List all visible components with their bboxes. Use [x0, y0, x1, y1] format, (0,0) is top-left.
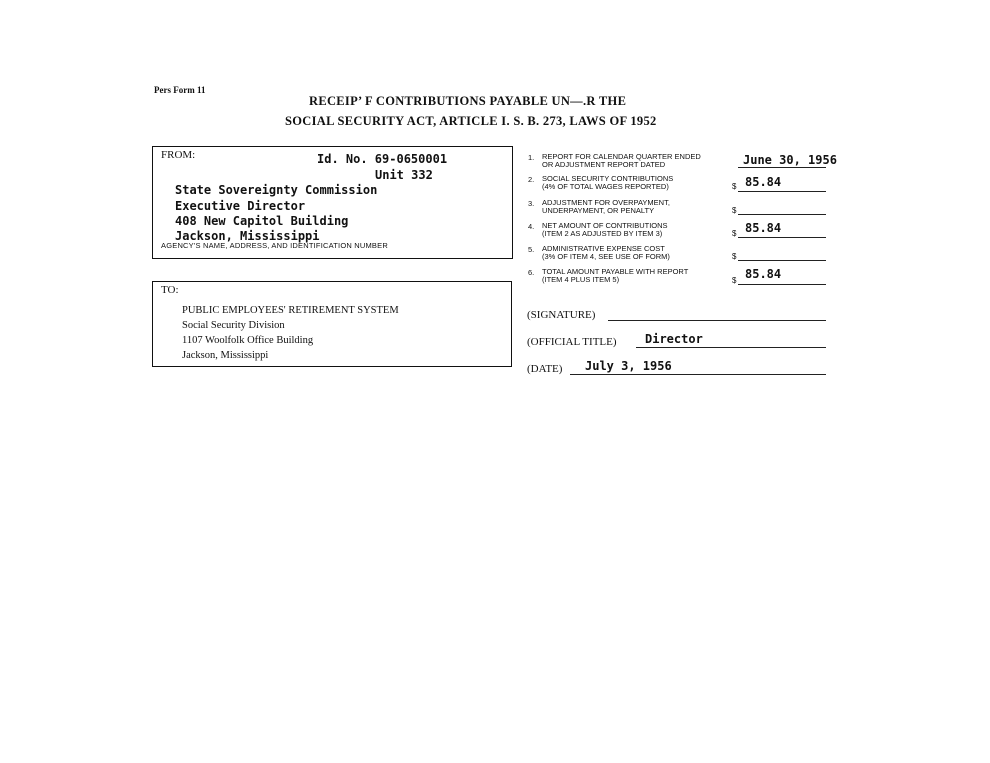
to-label: TO:	[161, 284, 179, 296]
item-number: 2.	[528, 175, 535, 184]
to-line-1: PUBLIC EMPLOYEES' RETIREMENT SYSTEM	[182, 305, 399, 316]
item-label-line-2: UNDERPAYMENT, OR PENALTY	[542, 206, 655, 215]
item-number: 3.	[528, 199, 535, 208]
from-box	[152, 146, 513, 259]
item-label-line-2: OR ADJUSTMENT REPORT DATED	[542, 160, 666, 169]
form-title-line-2: SOCIAL SECURITY ACT, ARTICLE I. S. B. 273, LAWS OF 1952	[285, 114, 657, 128]
to-line-3: 1107 Woolfolk Office Building	[182, 335, 314, 346]
item-label-line-1: NET AMOUNT OF CONTRIBUTIONS	[542, 221, 668, 230]
date-line	[570, 374, 826, 375]
from-label: FROM:	[161, 149, 196, 161]
dollar-sign: $	[732, 229, 737, 238]
item-label-line-2: (ITEM 4 PLUS ITEM 5)	[542, 275, 620, 284]
date-value: July 3, 1956	[585, 359, 672, 373]
item-2-value: 85.84	[745, 175, 782, 189]
form-number: Pers Form 11	[154, 85, 206, 95]
item-2-line	[738, 191, 826, 192]
item-number: 6.	[528, 268, 535, 277]
agency-officer: Executive Director	[175, 199, 306, 213]
item-6-line	[738, 284, 826, 285]
item-3-line	[738, 214, 826, 215]
to-line-2: Social Security Division	[182, 320, 285, 331]
signature-line	[608, 320, 826, 321]
agency-street: 408 New Capitol Building	[175, 214, 349, 228]
official-title-label: (OFFICIAL TITLE)	[527, 336, 617, 348]
item-label-line-1: TOTAL AMOUNT PAYABLE WITH REPORT	[542, 267, 689, 276]
item-label-line-2: (4% OF TOTAL WAGES REPORTED)	[542, 182, 669, 191]
date-label: (DATE)	[527, 363, 563, 375]
to-box	[152, 281, 512, 367]
to-line-4: Jackson, Mississippi	[182, 350, 269, 361]
item-number: 1.	[528, 153, 535, 162]
dollar-sign: $	[732, 276, 737, 285]
item-label-line-1: SOCIAL SECURITY CONTRIBUTIONS	[542, 174, 674, 183]
item-label-line-2: (3% OF ITEM 4, SEE USE OF FORM)	[542, 252, 670, 261]
unit-number: Unit 332	[375, 168, 433, 182]
dollar-sign: $	[732, 206, 737, 215]
official-title-line	[636, 347, 826, 348]
item-number: 5.	[528, 245, 535, 254]
item-1-value: June 30, 1956	[743, 153, 837, 167]
item-label-line-2: (ITEM 2 AS ADJUSTED BY ITEM 3)	[542, 229, 663, 238]
item-1-line	[738, 167, 826, 168]
item-label-line-1: ADJUSTMENT FOR OVERPAYMENT,	[542, 198, 670, 207]
item-number: 4.	[528, 222, 535, 231]
dollar-sign: $	[732, 182, 737, 191]
item-4-value: 85.84	[745, 221, 782, 235]
item-5-line	[738, 260, 826, 261]
item-label-line-1: REPORT FOR CALENDAR QUARTER ENDED	[542, 152, 701, 161]
agency-caption: AGENCY'S NAME, ADDRESS, AND IDENTIFICATION NUMBER	[161, 241, 388, 250]
item-4-line	[738, 237, 826, 238]
agency-city: Jackson, Mississippi	[175, 229, 320, 243]
form-title-line-1: RECEIP’ F CONTRIBUTIONS PAYABLE UN—.R THE	[309, 94, 627, 108]
item-label-line-1: ADMINISTRATIVE EXPENSE COST	[542, 244, 665, 253]
identification-number: Id. No. 69-0650001	[317, 152, 448, 166]
agency-name: State Sovereignty Commission	[175, 183, 378, 197]
official-title-value: Director	[645, 332, 703, 346]
dollar-sign: $	[732, 252, 737, 261]
item-6-value: 85.84	[745, 267, 782, 281]
signature-label: (SIGNATURE)	[527, 309, 596, 321]
